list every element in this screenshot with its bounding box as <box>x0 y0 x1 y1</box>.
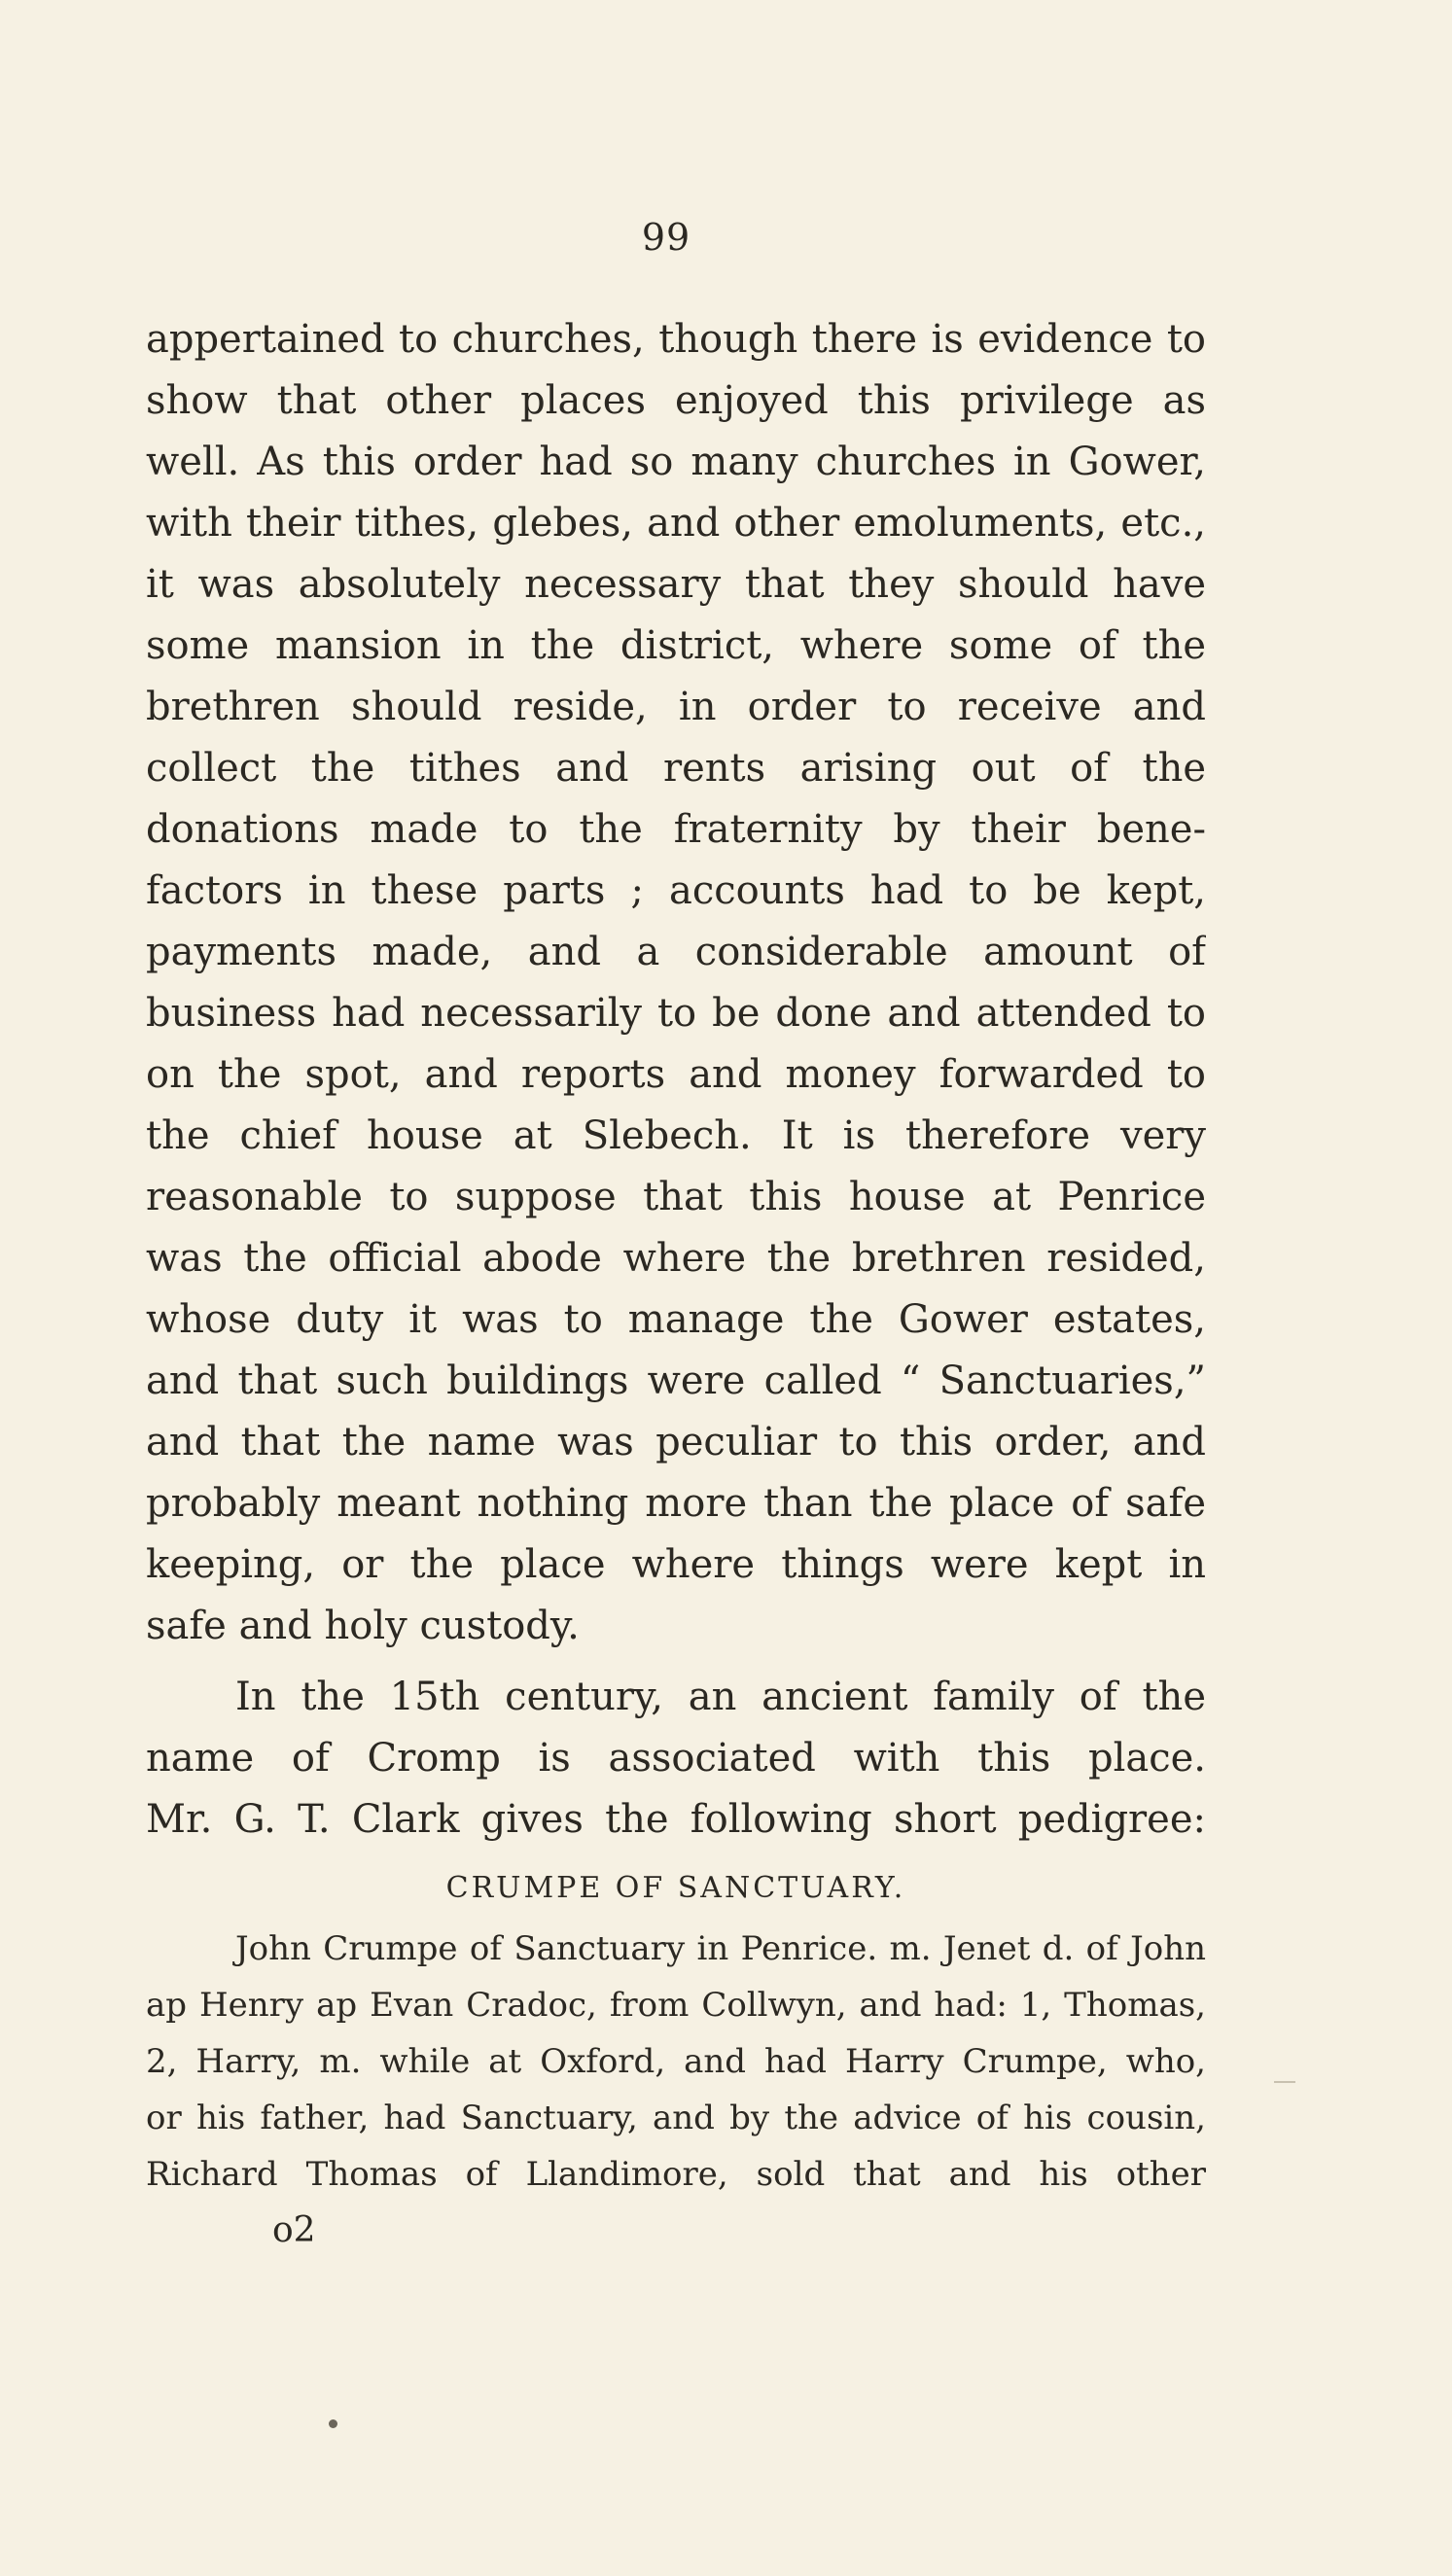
pedigree-block <box>146 1921 1206 2203</box>
pedigree-heading: CRUMPE OF SANCTUARY. <box>445 1871 906 1905</box>
text-line: Mr. G. T. Clark gives the following short pedigree: <box>146 1797 1206 1842</box>
text-line: and that the name was peculiar to this order, and <box>146 1420 1206 1464</box>
text-line: was the official abode where the brethren resided, <box>146 1236 1206 1281</box>
text-line: collect the tithes and rents arising out of the <box>146 746 1206 791</box>
text-line: factors in these parts ; accounts had to be kept, <box>146 868 1206 913</box>
margin-mark <box>1274 2081 1295 2083</box>
paragraph-1 <box>146 309 1206 1657</box>
text-line: keeping, or the place where things were kept in <box>146 1542 1206 1587</box>
paragraph-gap <box>146 1657 1206 1667</box>
text-line: Richard Thomas of Llandimore, sold that and his other <box>146 2155 1206 2194</box>
page-number: 99 <box>641 216 691 259</box>
text-line: probably meant nothing more than the place of safe <box>146 1481 1206 1526</box>
text-line: business had necessarily to be done and attended to <box>146 991 1206 1036</box>
text-line: 2, Harry, m. while at Oxford, and had Harry Crumpe, who, <box>146 2042 1206 2081</box>
text-line: John Crumpe of Sanctuary in Penrice. m. Jenet d. of John <box>235 1929 1206 1968</box>
text-line: on the spot, and reports and money forwarded to <box>146 1052 1206 1097</box>
ink-dot <box>329 2419 337 2428</box>
text-line: ap Henry ap Evan Cradoc, from Collwyn, and had: 1, Thomas, <box>146 1986 1206 2025</box>
text-line: show that other places enjoyed this privilege as <box>146 378 1206 423</box>
text-line: reasonable to suppose that this house at Penrice <box>146 1175 1206 1219</box>
text-line: In the 15th century, an ancient family of the <box>235 1675 1206 1719</box>
text-line: brethren should reside, in order to receive and <box>146 685 1206 729</box>
text-line: and that such buildings were called “ Sanctuaries,” <box>146 1359 1206 1403</box>
text-line: with their tithes, glebes, and other emoluments, etc., <box>146 501 1206 546</box>
text-line: payments made, and a considerable amount of <box>146 930 1206 974</box>
text-line: donations made to the fraternity by their bene- <box>146 807 1206 852</box>
body-text <box>146 309 1206 2259</box>
text-line: some mansion in the district, where some of the <box>146 623 1206 668</box>
text-line: safe and holy custody. <box>146 1604 580 1648</box>
paragraph-2 <box>146 1667 1206 1851</box>
text-line: it was absolutely necessary that they should have <box>146 562 1206 607</box>
text-line: whose duty it was to manage the Gower estates, <box>146 1297 1206 1342</box>
text-line: the chief house at Slebech. It is therefore very <box>146 1113 1206 1158</box>
text-line: appertained to churches, though there is evidence to <box>146 317 1206 362</box>
text-line: well. As this order had so many churches in Gower, <box>146 440 1206 484</box>
text-line: or his father, had Sanctuary, and by the advice of his cousin, <box>146 2099 1206 2137</box>
signature-mark: o2 <box>272 2210 316 2250</box>
text-line: name of Cromp is associated with this place. <box>146 1736 1206 1781</box>
